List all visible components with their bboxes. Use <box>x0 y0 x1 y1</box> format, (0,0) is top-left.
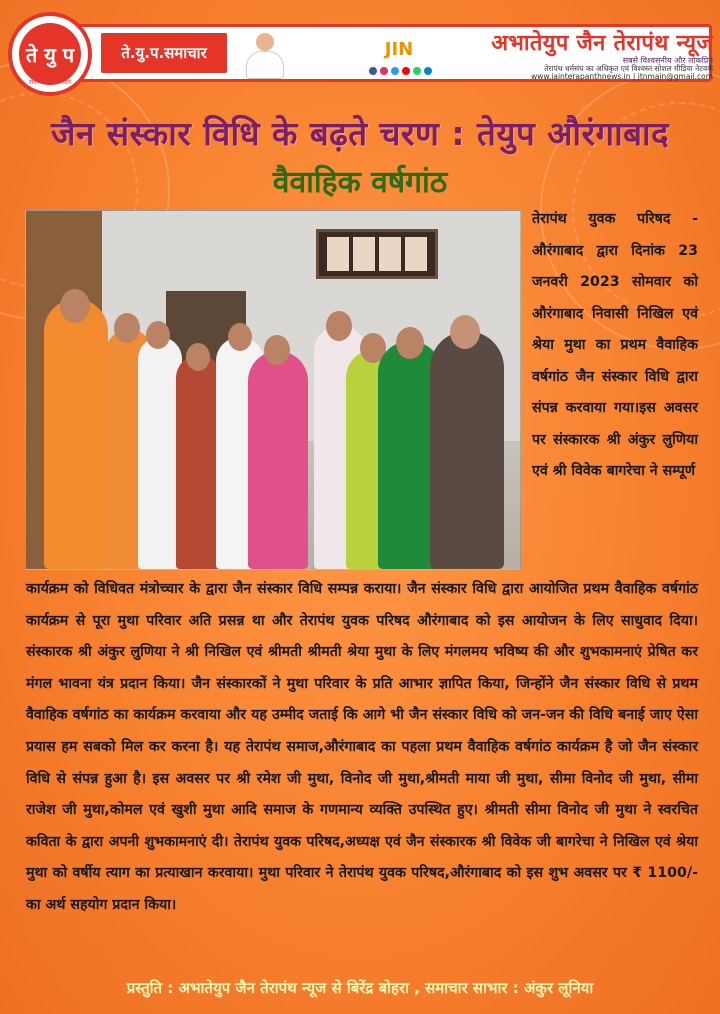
news-tag-label: ते.यु.प.समाचार <box>101 33 227 73</box>
brand-contact: www.jainterapanthnews.in | jtnmain@gmail.com <box>531 72 713 81</box>
sub-headline: वैवाहिक वर्षगांठ <box>272 165 448 200</box>
brand-description: तेरापंथ धर्मसंघ का अधिकृत एवं विश्वस्त सोशल मीडिया नेटवर्क <box>544 64 713 73</box>
twitter-icon <box>391 67 399 75</box>
brand-title: अभातेयुप जैन तेरापंथ न्यूज <box>491 31 713 56</box>
header <box>8 8 712 104</box>
whatsapp-icon <box>413 67 421 75</box>
teyup-logo: ते यु प सेवा संस्कार संगठन <box>8 12 92 96</box>
wall-portrait-frame <box>316 229 438 279</box>
article-body: कार्यक्रम को विधिवत मंत्रोच्चार के द्वारा जैन संस्कार विधि सम्पन्न कराया। जैन संस्कार विधि द्वारा आयोजित प्रथम वैवाहिक वर्षगांठ कार्यक्रम से पूरा मुथा परिवार अति प्रसन्न था और तेरापंथ युवक परिषद औरंगाबाद को इस आयोजन के लिए साधुवाद दिया। संस्कारक श्री अंकुर लुणिया ने श्री निखिल एवं श्रीमती श्रीमती श्रेया मुथा के लिए मंगलमय भविष्य की और शुभकामनाएं प्रेषित कर मंगल भावना यंत्र प्रदान किया। जैन संस्कारकों ने मुथा परिवार के प्रति आभार ज्ञापित किया, जिन्होंने जैन संस्कार विधि से प्रथम वैवाहिक वर्षगांठ का कार्यक्रम करवाया और यह उम्मीद जताई कि आगे भी जैन संस्कार विधि को जन-जन की विधि बनाई जाए ऐसा प्रयास हम सबको मिल कर करना है। यह तेरापंथ समाज,औरंगाबाद का पहला प्रथम वैवाहिक वर्षगांठ कार्यक्रम है जो जैन संस्कार विधि से संपन्न हुआ है। इस अवसर पर श्री रमेश जी मुथा, विनोद जी मुथा,श्रीमती माया जी मुथा, सीमा विनोद जी मुथा, सीमा राजेश जी मुथा,कोमल एवं खुशी मुथा आदि समाज के गणमान्य व्यक्ति उपस्थित हुए। श्रीमती सीमा विनोद जी मुथा ने स्वरचित कविता के द्वारा अपनी शुभकामनाएं दी। तेरापंथ युवक परिषद,अध्यक्ष एवं जैन संस्कारक श्री विवेक जी बागरेचा ने निखिल एवं श्रेया मुथा को वर्षीय त्याग का प्रत्याखान करवाया। मुथा परिवार ने तेरापंथ युवक परिषद,औरंगाबाद को इस शुभ अवसर पर ₹ 1100/- का अर्थ सहयोग प्रदान किया। <box>26 581 698 913</box>
social-icons <box>369 67 432 75</box>
headline: जैन संस्कार विधि के बढ़ते चरण : तेयुप औरंगाबाद <box>50 114 670 153</box>
brand-tagline: सबसे विश्वसनीय और लोकप्रिय <box>622 56 713 65</box>
facebook-icon <box>369 67 377 75</box>
acharya-portrait-icon <box>243 29 287 79</box>
jin-logo: JIN <box>384 38 414 60</box>
instagram-icon <box>380 67 388 75</box>
youtube-icon <box>402 67 410 75</box>
header-banner <box>48 24 712 82</box>
article-intro: तेरापंथ युवक परिषद - औरंगाबाद द्वारा दिनांक 23 जनवरी 2023 सोमवार को औरंगाबाद निवासी निखिल एवं श्रेया मुथा का प्रथम वैवाहिक वर्षगांठ जैन संस्कार विधि द्वारा संपन्न करवाया गया।इस अवसर पर संस्कारक श्री अंकुर लुणिया एवं श्री विवेक बागरेचा ने सम्पूर्ण <box>532 211 698 479</box>
event-group-photo <box>25 210 521 570</box>
credits-footer: प्रस्तुति : अभातेयुप जैन तेरापंथ न्यूज से बिरेंद्र बोहरा , समाचार साभार : अंकुर लूनिया <box>126 979 594 997</box>
